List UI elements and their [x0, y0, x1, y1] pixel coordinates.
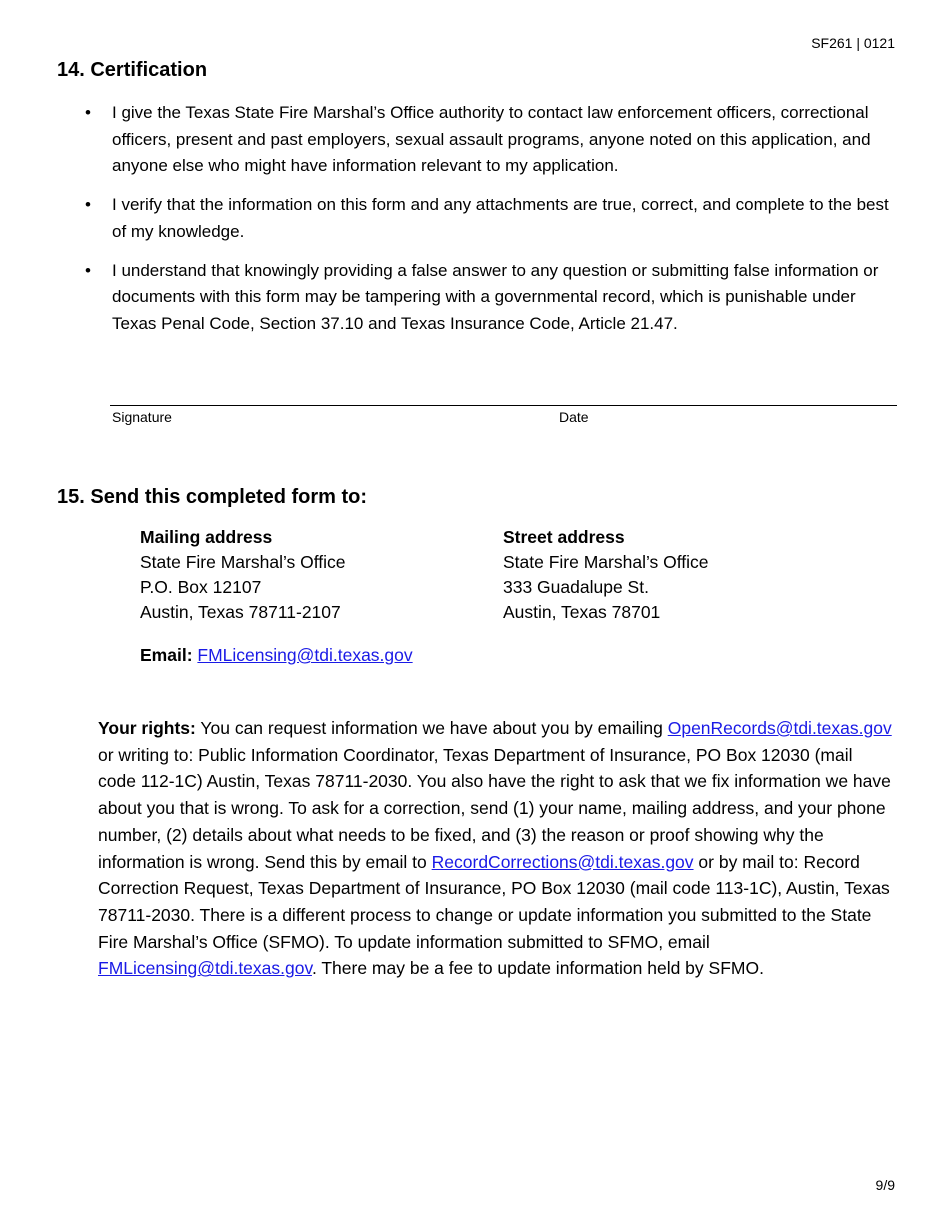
your-rights-paragraph	[98, 715, 893, 982]
bullet-icon: •	[85, 195, 91, 215]
fmlicensing-email-link-2[interactable]: FMLicensing@tdi.texas.gov	[98, 958, 312, 979]
mailing-address-line: Austin, Texas 78711-2107	[140, 602, 341, 622]
rights-text: or writing to: Public Information Coordinator, Texas Department of Insurance, PO Box 12030 (mail code 112-1C) Austin, Texas 78711-2030. You also have the right to ask that we fix information we have about you that is wrong. To ask for a correction, send (1) your name, mailing address, and your phone number, (2) details about what needs to be fixed, and (3) the reason or proof showing why the information is wrong. Send this by email to	[98, 744, 891, 872]
send-form-heading: 15. Send this completed form to:	[57, 486, 368, 508]
page-number: 9/9	[875, 1177, 895, 1193]
email-line	[140, 643, 413, 668]
form-id: SF261 | 0121	[811, 35, 895, 51]
rights-text: You can request information we have about you by emailing	[195, 718, 668, 738]
street-address-title: Street address	[503, 527, 625, 547]
record-corrections-email-link[interactable]: RecordCorrections@tdi.texas.gov	[431, 851, 694, 872]
signature-line[interactable]	[110, 405, 897, 406]
mailing-address-line: P.O. Box 12107	[140, 577, 262, 597]
your-rights-label: Your rights:	[98, 718, 196, 738]
certification-text: I understand that knowingly providing a false answer to any question or submitting false information or documents with this form may be tampering with a governmental record, which is punishable under Texas Penal Code, Section 37.10 and Texas Insurance Code, Article 21.47.	[112, 260, 879, 333]
mailing-address-line: State Fire Marshal’s Office	[140, 552, 346, 572]
email-label: Email:	[140, 645, 193, 665]
certification-list	[85, 100, 900, 350]
open-records-email-link[interactable]: OpenRecords@tdi.texas.gov	[667, 718, 892, 738]
rights-text: . There may be a fee to update information held by SFMO.	[311, 958, 764, 979]
date-label: Date	[559, 409, 589, 425]
certification-text: I give the Texas State Fire Marshal’s Office authority to contact law enforcement officers, correctional officers, present and past employers, sexual assault programs, anyone noted on this application, and anyone else who might have information relevant to my application.	[112, 103, 871, 176]
street-address	[503, 525, 709, 625]
rights-text: or by mail to: Record Correction Request, Texas Department of Insurance, PO Box 12030 (mail code 113-1C), Austin, Texas 78711-2030. There is a different process to change or update information you submitted to the State Fire Marshal’s Office (SFMO). To update information submitted to SFMO, email	[98, 851, 890, 952]
mailing-address	[140, 525, 346, 625]
certification-item	[85, 258, 900, 338]
certification-text: I verify that the information on this form and any attachments are true, correct, and complete to the best of my knowledge.	[112, 195, 889, 241]
certification-heading: 14. Certification	[57, 59, 208, 81]
street-address-line: 333 Guadalupe St.	[503, 577, 649, 597]
signature-label: Signature	[112, 409, 172, 425]
bullet-icon: •	[85, 260, 91, 280]
street-address-line: Austin, Texas 78701	[503, 602, 661, 622]
fmlicensing-email-link[interactable]: FMLicensing@tdi.texas.gov	[197, 645, 413, 665]
bullet-icon: •	[85, 103, 91, 122]
street-address-line: State Fire Marshal’s Office	[503, 552, 709, 572]
certification-item	[85, 100, 900, 180]
mailing-address-title: Mailing address	[140, 527, 273, 547]
certification-item	[85, 192, 900, 245]
